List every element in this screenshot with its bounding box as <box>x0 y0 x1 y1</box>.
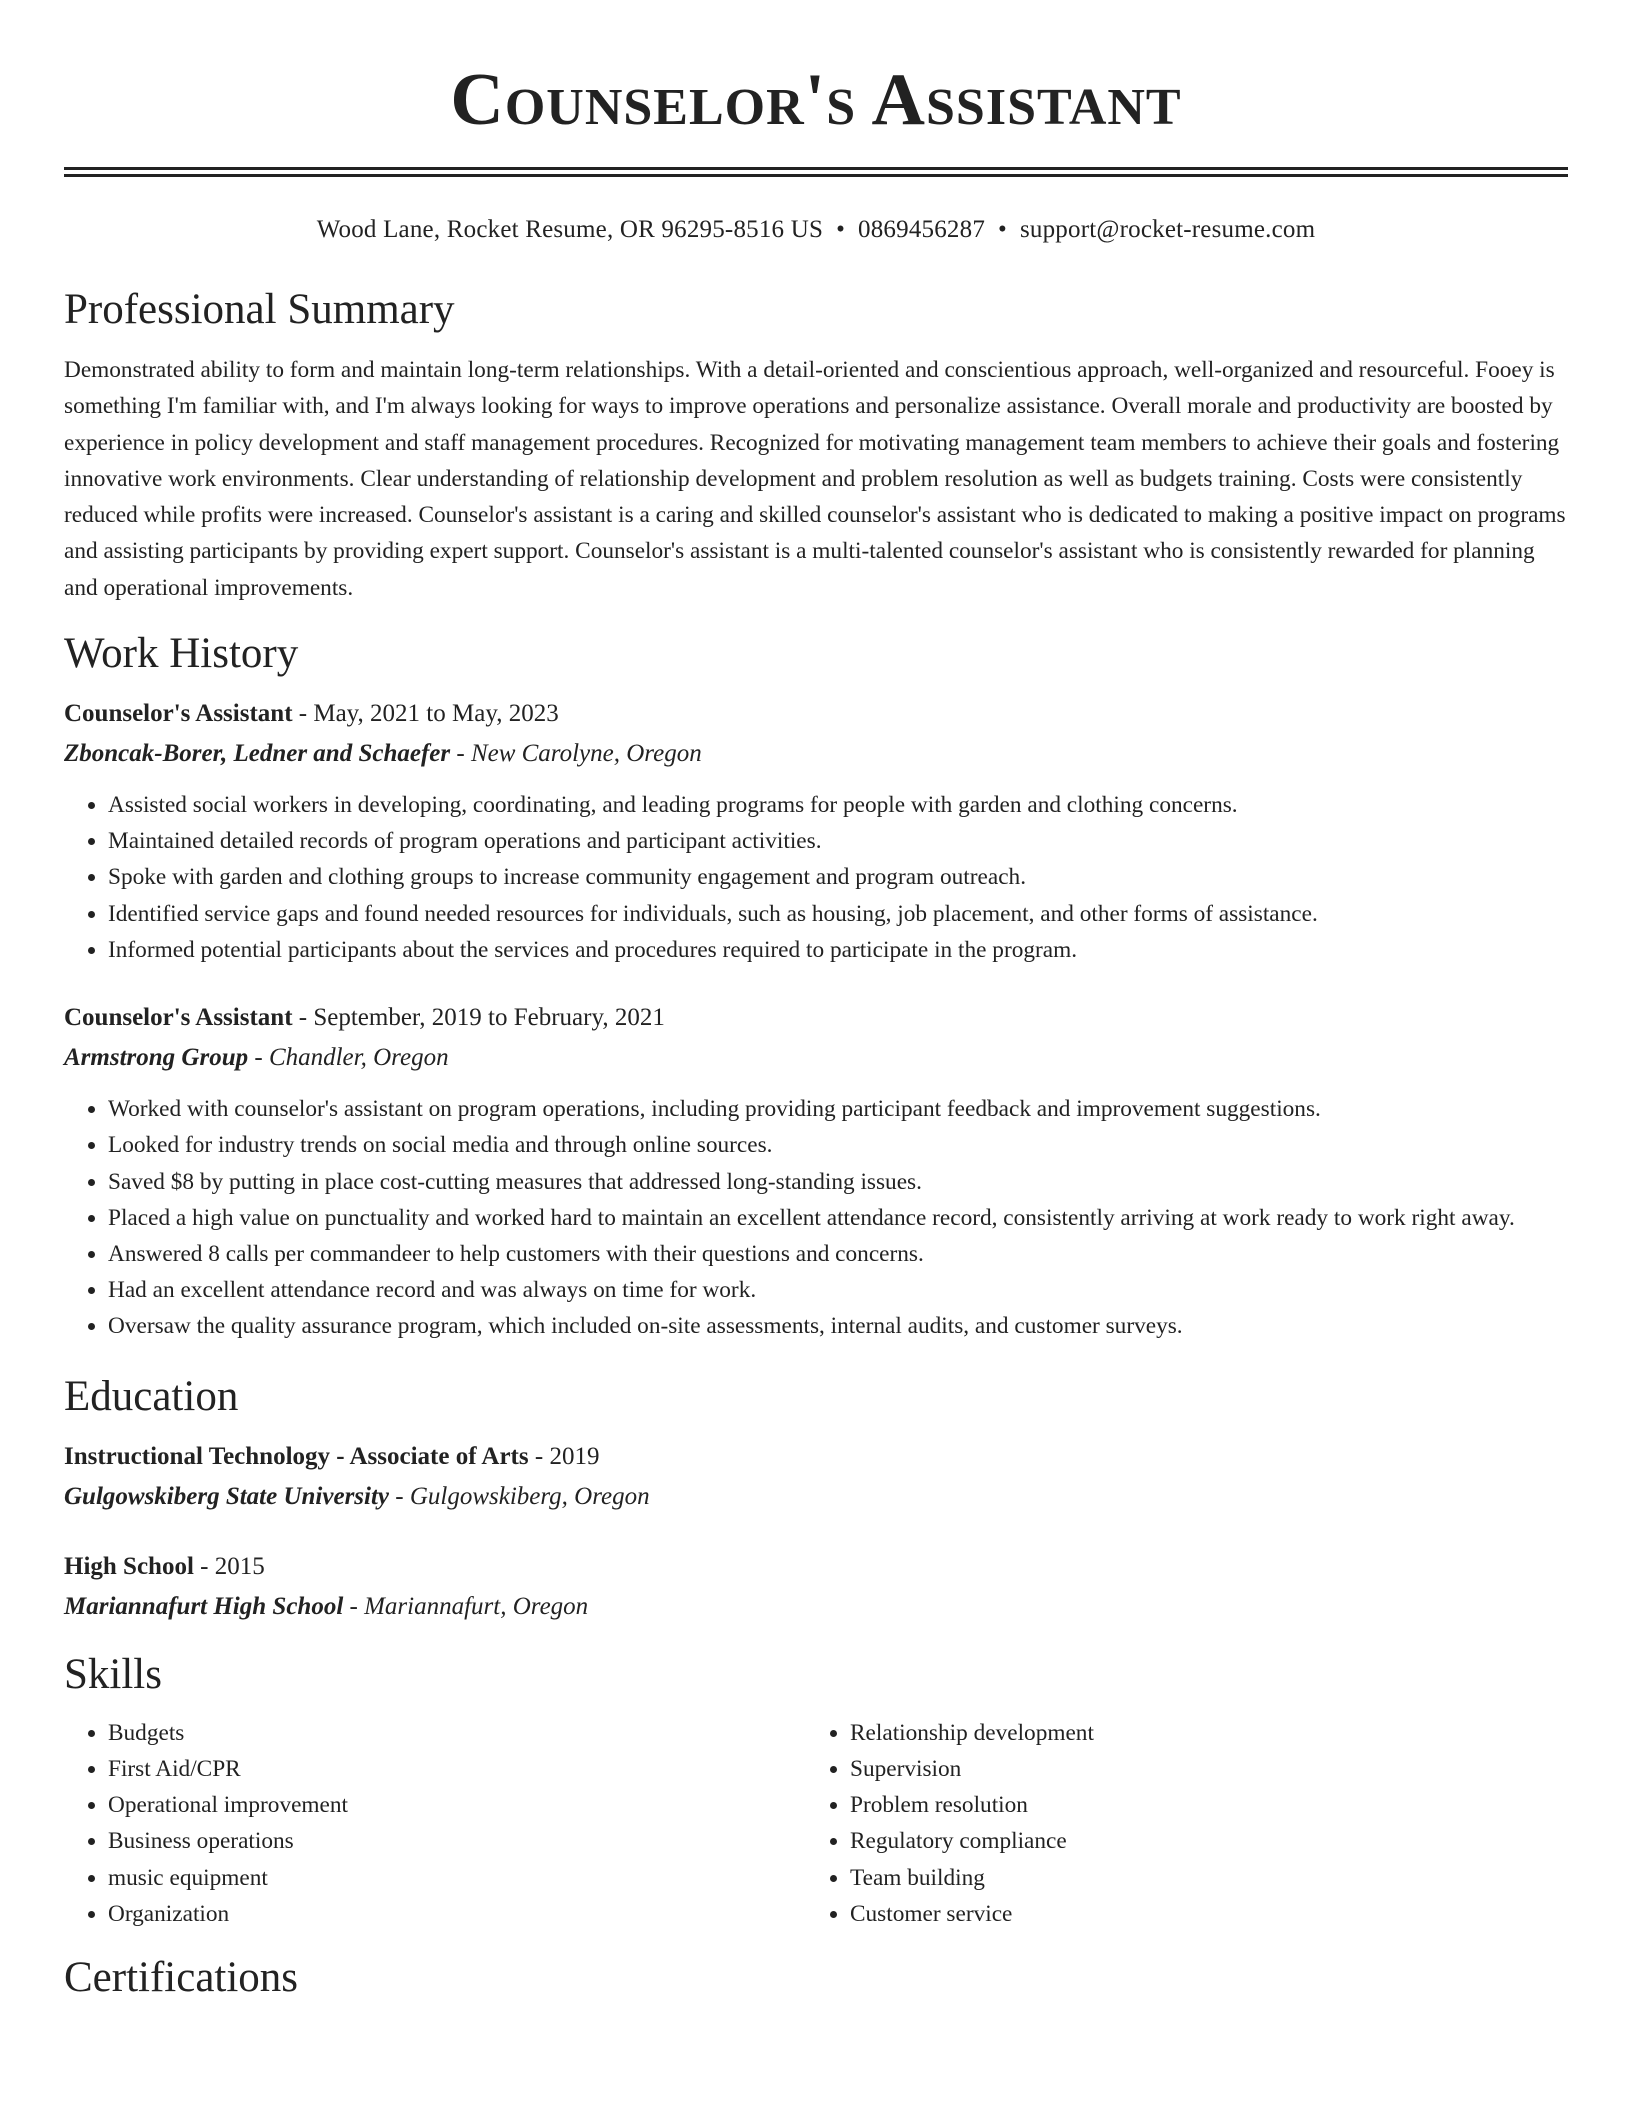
contact-separator: • <box>836 216 846 243</box>
skill-item: • Regulatory compliance <box>850 1823 1547 1859</box>
skills-columns <box>64 1715 1568 1933</box>
skills-heading: Skills <box>64 1650 162 1698</box>
skill-item: • Operational improvement <box>108 1787 806 1823</box>
job-location: Chandler, Oregon <box>268 1044 449 1072</box>
job-bullet: • Maintained detailed records of program operations and participant activities. <box>108 823 1568 859</box>
skill-item: • Problem resolution <box>850 1787 1547 1823</box>
job-dates: September, 2019 to February, 2021 <box>313 1004 665 1032</box>
job-bullet: • Worked with counselor's assistant on program operations, including providing participant feedback and improvement suggestions. <box>108 1091 1568 1127</box>
school-line <box>64 1587 1568 1627</box>
degree-line <box>64 1547 1568 1587</box>
skill-item: • Team building <box>850 1860 1547 1896</box>
job-role: Counselor's Assistant <box>64 700 293 728</box>
job-bullet: • Identified service gaps and found needed resources for individuals, such as housing, job placement, and other forms of assistance. <box>108 896 1568 932</box>
education-entry <box>64 1547 1568 1627</box>
skill-item: • Supervision <box>850 1751 1547 1787</box>
job-bullet: • Oversaw the quality assurance program, which included on-site assessments, internal audits, and customer surveys. <box>108 1308 1568 1344</box>
dash: - <box>254 1044 263 1072</box>
dash: - <box>298 700 308 728</box>
job-bullet: • Placed a high value on punctuality and worked hard to maintain an excellent attendance record, consistently arriving at work ready to work right away. <box>108 1200 1568 1236</box>
job-dates: May, 2021 to May, 2023 <box>313 700 559 728</box>
degree: High School <box>64 1552 194 1580</box>
contact-email: support@rocket-resume.com <box>1019 216 1316 243</box>
summary-text: Demonstrated ability to form and maintain long-term relationships. With a detail-oriented and conscientious approach, well-organized and resourceful. Fooey is something I'm familiar with, and I'm always looking for ways to improve operations and personalize assistance. Overall morale and productivity are boosted by experience in policy development and staff management procedures. Recognized for motivating management team members to achieve their goals and fostering innovative work environments. Clear understanding of relationship development and problem resolution as well as budgets training. Costs were consistently reduced while profits were increased. Counselor's assistant is a caring and skilled counselor's assistant who is dedicated to making a positive impact on programs and assisting participants by providing expert support. Counselor's assistant is a multi-talented counselor's assistant who is consistently rewarded for planning and operational improvements. <box>64 357 1566 601</box>
dash: - <box>456 740 465 768</box>
job-location: New Carolyne, Oregon <box>470 740 702 768</box>
job-bullet: • Assisted social workers in developing, coordinating, and leading programs for people with garden and clothing concerns. <box>108 787 1568 823</box>
skill-item: • Customer service <box>850 1896 1547 1932</box>
school-name: Gulgowskiberg State University <box>64 1482 390 1510</box>
education-heading: Education <box>64 1372 239 1420</box>
dash: - <box>200 1552 209 1580</box>
certifications-heading: Certifications <box>64 1954 299 2002</box>
job-company: Armstrong Group <box>64 1044 249 1072</box>
job-bullet: • Had an excellent attendance record and was always on time for work. <box>108 1272 1568 1308</box>
job-entry <box>64 998 1568 1344</box>
job-bullets <box>64 1091 1568 1344</box>
skill-item: • Business operations <box>108 1823 806 1859</box>
dash: - <box>349 1592 358 1620</box>
graduation-year: 2015 <box>214 1552 265 1580</box>
school-location: Gulgowskiberg, Oregon <box>409 1482 650 1510</box>
job-company-line <box>64 1038 1568 1078</box>
summary-heading: Professional Summary <box>64 286 455 333</box>
dash: - <box>395 1482 404 1510</box>
job-company: Zboncak-Borer, Ledner and Schaefer <box>64 740 451 768</box>
job-company-line <box>64 734 1568 774</box>
skills-list-left <box>64 1715 806 1933</box>
dash: - <box>534 1442 544 1470</box>
work-history-heading: Work History <box>64 630 299 678</box>
school-line <box>64 1477 1568 1517</box>
job-title-line <box>64 694 1568 734</box>
job-bullet: • Saved $8 by putting in place cost-cutting measures that addressed long-standing issues. <box>108 1164 1568 1200</box>
job-bullets <box>64 787 1568 968</box>
skill-item: • music equipment <box>108 1860 806 1896</box>
skill-item: • Relationship development <box>850 1715 1547 1751</box>
skill-item: • Organization <box>108 1896 806 1932</box>
dash: - <box>298 1004 308 1032</box>
skills-list-right <box>806 1715 1547 1933</box>
school-name: Mariannafurt High School <box>64 1592 344 1620</box>
job-bullet: • Answered 8 calls per commandeer to help customers with their questions and concerns. <box>108 1236 1568 1272</box>
contact-line <box>64 214 1568 246</box>
degree-line <box>64 1437 1568 1477</box>
contact-separator: • <box>998 216 1007 243</box>
skill-item: • First Aid/CPR <box>108 1751 806 1787</box>
job-bullet: • Looked for industry trends on social media and through online sources. <box>108 1127 1568 1163</box>
header-double-rule <box>64 167 1568 177</box>
school-location: Mariannafurt, Oregon <box>364 1592 589 1620</box>
contact-phone: 0869456287 <box>858 216 986 243</box>
skill-item: • Budgets <box>108 1715 806 1751</box>
contact-address: Wood Lane, Rocket Resume, OR 96295-8516 US <box>316 216 824 243</box>
resume-page <box>64 0 1568 2004</box>
job-role: Counselor's Assistant <box>64 1004 293 1032</box>
graduation-year: 2019 <box>549 1442 600 1470</box>
job-title-line <box>64 998 1568 1038</box>
candidate-name: Counselor's Assistant <box>450 59 1182 141</box>
job-entry <box>64 694 1568 968</box>
job-bullet: • Informed potential participants about the services and procedures required to participate in the program. <box>108 932 1568 968</box>
job-bullet: • Spoke with garden and clothing groups to increase community engagement and program outreach. <box>108 859 1568 895</box>
education-entry <box>64 1437 1568 1517</box>
degree: Instructional Technology - Associate of Arts <box>64 1442 529 1470</box>
